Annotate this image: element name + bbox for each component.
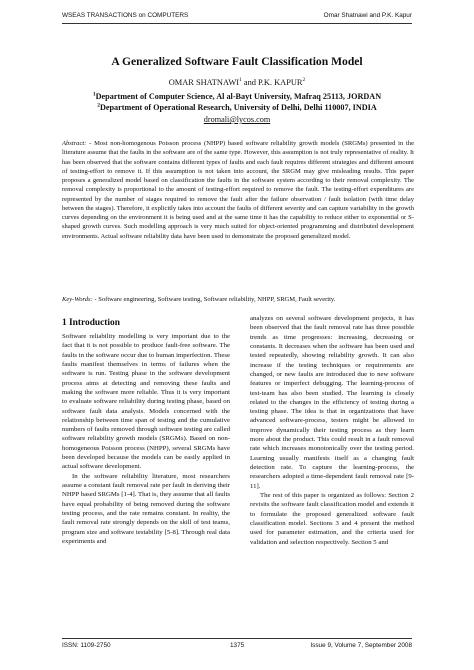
author-2: P.K. KAPUR bbox=[258, 78, 303, 87]
keywords-label: Key-Words: bbox=[62, 296, 93, 303]
abstract bbox=[62, 139, 414, 241]
author-conjunction: and bbox=[241, 78, 259, 87]
keywords bbox=[62, 295, 414, 304]
email-link[interactable]: dromali@lycos.com bbox=[203, 115, 271, 124]
paper-title: A Generalized Software Fault Classification Model bbox=[111, 55, 363, 68]
author-2-sup: 2 bbox=[302, 77, 306, 84]
author-1-sup: 1 bbox=[239, 77, 242, 84]
left-column bbox=[62, 318, 230, 546]
abstract-label: Abstract: bbox=[62, 140, 87, 147]
intro-paragraph-2: In the software reliability literature, most researchers assume a constant fault removal rate per fault in deriving their NHPP based SRGMs [1-4]. That is, they assume that all faults have equal probability of being removed during the software testing process, and the rate remains constant. In reality, the fault removal rate strongly depends on the skill of test teams, program size and software testability [5-8]. Through real data experiments and bbox=[62, 472, 230, 545]
author-1: OMAR SHATNAWI bbox=[168, 78, 240, 87]
author-email bbox=[0, 115, 474, 124]
header-rule bbox=[62, 23, 412, 24]
journal-name: WSEAS TRANSACTIONS on COMPUTERS bbox=[62, 12, 189, 19]
affiliation-1-sup: 1 bbox=[92, 91, 96, 98]
footer-issue: Issue 9, Volume 7, September 2008 bbox=[310, 642, 412, 649]
footer-rule bbox=[62, 638, 412, 639]
keywords-text: - Software engineering, Software testing, Software reliability, NHPP, SRGM, Fault severity. bbox=[92, 296, 336, 303]
affiliation-1-text: Department of Computer Science, Al al-Bayt University, Mafraq 25113, JORDAN bbox=[95, 92, 382, 101]
author-line bbox=[0, 78, 474, 87]
section-heading-introduction: 1 Introduction bbox=[62, 318, 120, 328]
header-authors: Omar Shatnawi and P.K. Kapur bbox=[323, 12, 412, 19]
running-footer bbox=[62, 642, 412, 652]
affiliation-1 bbox=[0, 92, 474, 101]
running-header bbox=[62, 12, 412, 22]
affiliation-2 bbox=[0, 103, 474, 112]
abstract-text: - Most non-homogenous Poisson process (NHPP) based software reliability growth models (SRGMs) presented in the literature assume that the faults in the software are of the same type. However, this assumption is not truly representative of reality. It has been observed that the software contains different types of faults and each fault requires different strategies and different amount of testing-effort to remove it. If this assumption is not taken into account, the SRGM may give misleading results. This paper proposes a generalized model based on classification the faults in the software system according to their removal complexity. The removal complexity is proportional to the amount of testing-effort required to remove the fault. The testing-effort expenditures are represented by the number of stages required to remove the fault after the failure observation / fault isolation (with time delay between the stages). Therefore, it explicitly takes into account the faults of different severity and can capture variability in the growth curves depending on the environment it is being used and at the same time it has the capability to reduce either to exponential or S-shaped growth curves. Such modelling approach is very much suited for object-oriented programming and distributed development environments. Actual software reliability data have been used to demonstrate the proposed generalized model. bbox=[62, 140, 414, 240]
intro-paragraph-4: The rest of this paper is organized as follows: Section 2 revisits the software fault classification model and extends it to formulate the proposed generalized software fault classification model. Sections 3 and 4 present the method used for parameter estimation, and the criteria used for validation and selection respectively. Section 5 and bbox=[250, 491, 414, 546]
affiliation-2-sup: 2 bbox=[97, 102, 100, 109]
intro-paragraph-3: analyzes on several software development projects, it has been observed that the fault removal rate has three possible trends as time progresses: increasing, decreasing or constants. It decreases when the software has been used and tested repeatedly, showing reliability growth. It can also increase if the testing techniques or requirements are changed, or new faults are introduced due to new software features or imperfect debugging. The learning-process of test-team has also been studied. The learning is closely related to the changes in the efficiency of testing during a testing phase. The idea is that in organizations that have advanced software-process, testers might be allowed to improve dynamically their testing process as they learn more about the product. This could result in a fault removal rate which increases monotonically over the testing period. Learning usually manifests itself as a changing fault detection rate. To capture the learning-process, the researchers adopted a time-dependent fault removal rate [9-11]. bbox=[250, 315, 414, 490]
intro-paragraph-1: Software reliability modelling is very important due to the fact that it is not possible to produce fault-free software. The faults in the software occur due to human imperfection. These faults manifest themselves in terms of failures when the software is run. Testing phase in the software development process aims at detecting and removing these faults and making the software more reliable. Thus it is very important to evaluate software reliability during testing phase, based on software fault data analysis. Models concerned with the relationship between time span of testing and the cumulative numbers of faults removed through software testing are called software reliability growth models (SRGMs). Based on non-homogeneous Poisson process (NHPP), several SRGMs have been developed because the models can be easily applied in actual software development. bbox=[62, 333, 230, 471]
affiliation-2-text: Department of Operational Research, University of Delhi, Delhi 110007, INDIA bbox=[99, 103, 377, 112]
page-number: 1375 bbox=[230, 642, 245, 649]
right-column bbox=[250, 314, 414, 547]
footer-issn: ISSN: 1109-2750 bbox=[62, 642, 111, 649]
